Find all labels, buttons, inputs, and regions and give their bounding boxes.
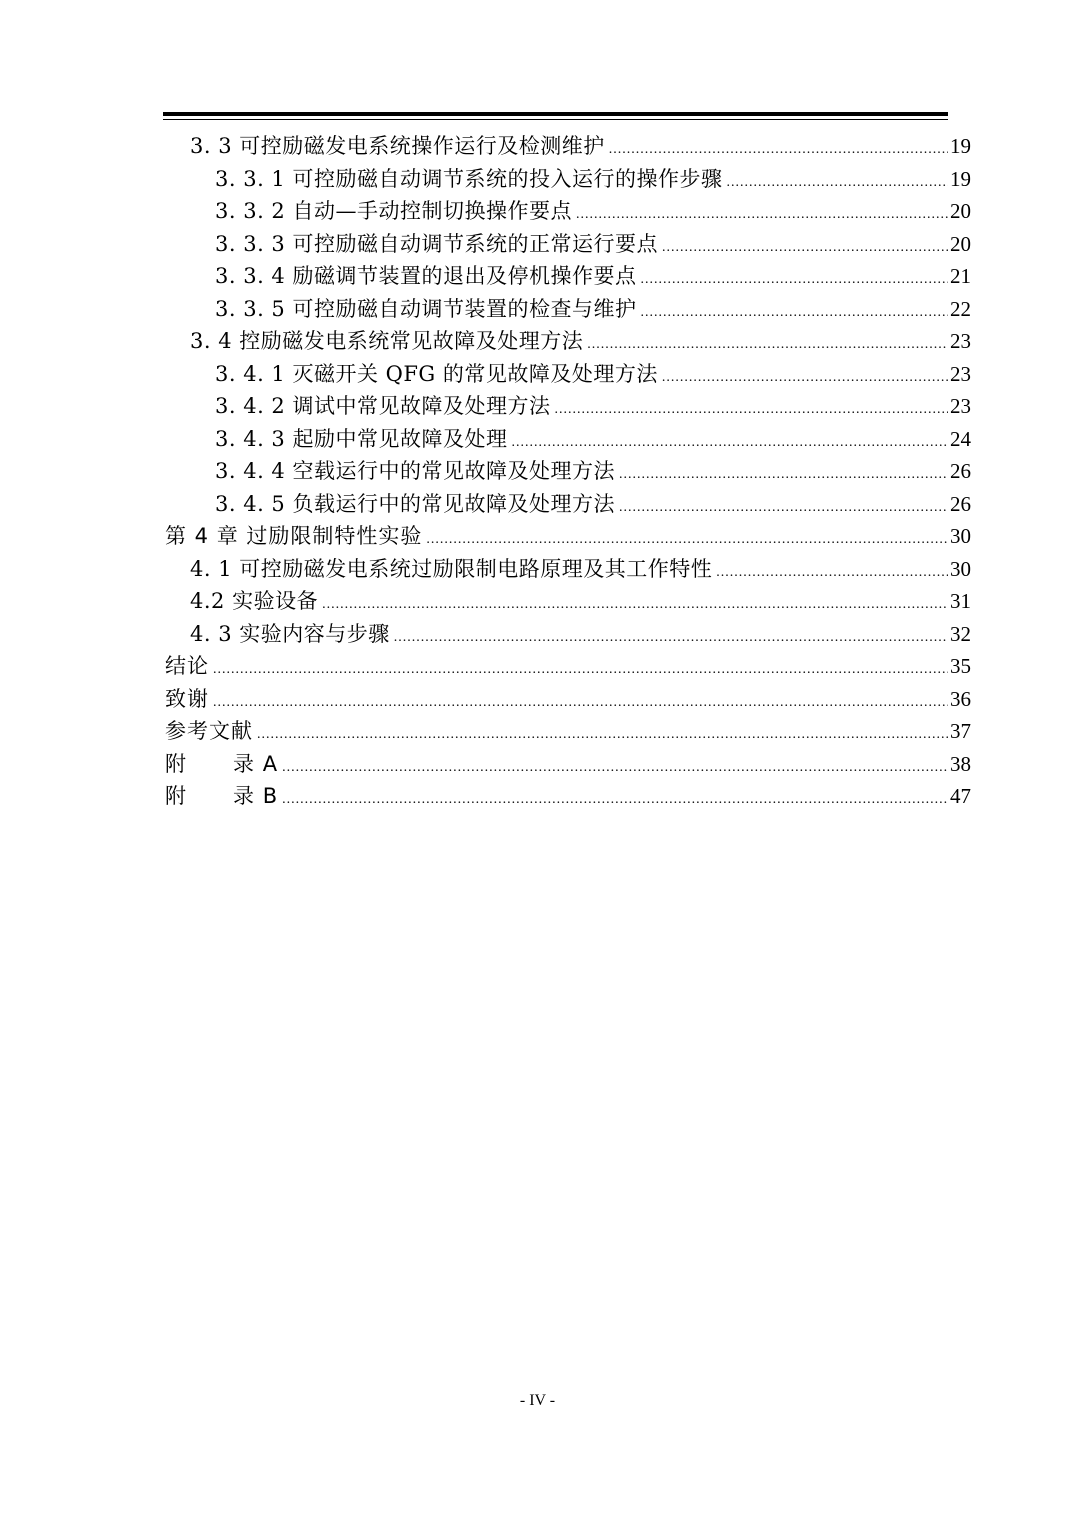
toc-entry-title: 致谢 (165, 686, 209, 711)
toc-page-number: 22 (950, 296, 971, 321)
dot-leader (554, 394, 948, 427)
toc-entry-title: 3. 4. 4 空载运行中的常见故障及处理方法 (215, 459, 615, 483)
toc-entry-title: 3. 4. 3 起励中常见故障及处理 (215, 426, 508, 451)
toc-entry[interactable] (165, 488, 971, 521)
toc-page-number: 36 (950, 686, 971, 711)
toc-page-number: 30 (950, 556, 971, 581)
toc-entry[interactable] (165, 553, 971, 586)
toc-page-number: 47 (950, 784, 971, 808)
toc-page-number: 20 (950, 199, 971, 223)
toc-page-number: 19 (950, 134, 971, 158)
dot-leader (662, 232, 948, 265)
toc-entry-title: 3. 4. 5 负载运行中的常见故障及处理方法 (215, 491, 615, 516)
page-number-footer: - IV - (519, 1392, 556, 1409)
toc-entry-title: 附 录 A (165, 751, 279, 776)
toc-page-number: 24 (950, 426, 971, 451)
toc-page-number: 35 (950, 654, 971, 678)
toc-entry[interactable] (165, 228, 971, 261)
header-rule (163, 112, 948, 116)
toc-entry[interactable] (165, 130, 971, 163)
toc-entry-title: 3. 4. 2 调试中常见故障及处理方法 (215, 394, 551, 418)
toc-entry[interactable] (165, 358, 971, 391)
toc-page-number: 31 (950, 589, 971, 613)
toc-entry[interactable] (165, 683, 971, 716)
toc-page-number: 26 (950, 459, 971, 483)
dot-leader (394, 622, 948, 655)
toc-entry-title: 4.2 实验设备 (190, 589, 319, 613)
toc-entry[interactable] (165, 585, 971, 618)
toc-entry-title: 3. 3. 3 可控励磁自动调节系统的正常运行要点 (215, 231, 658, 256)
toc-entry-title: 3. 3 可控励磁发电系统操作运行及检测维护 (190, 134, 605, 158)
toc-entry-title: 3. 3. 4 励磁调节装置的退出及停机操作要点 (215, 264, 637, 288)
toc-entry[interactable] (165, 748, 971, 781)
toc-entry[interactable] (165, 390, 971, 423)
dot-leader (662, 362, 948, 395)
toc-page-number: 37 (950, 719, 971, 743)
toc-entry[interactable] (165, 163, 971, 196)
toc-entry-title: 3. 4 控励磁发电系统常见故障及处理方法 (190, 329, 584, 353)
dot-leader (213, 654, 948, 687)
toc-entry[interactable] (165, 325, 971, 358)
toc-entry[interactable] (165, 650, 971, 683)
toc-entry[interactable] (165, 520, 971, 553)
dot-leader (640, 264, 948, 297)
toc-entry-title: 3. 3. 1 可控励磁自动调节系统的投入运行的操作步骤 (215, 166, 723, 191)
toc-entry-title: 附 录 B (165, 784, 279, 808)
toc-page-number: 21 (950, 264, 971, 288)
dot-leader (619, 459, 948, 492)
toc-entry-title: 结论 (165, 654, 209, 678)
toc-entry-title: 3. 3. 2 自动—手动控制切换操作要点 (215, 199, 572, 223)
toc-page-number: 23 (950, 361, 971, 386)
dot-leader (213, 687, 948, 720)
toc-page-number: 38 (950, 751, 971, 776)
toc-entry[interactable] (165, 195, 971, 228)
toc-entry[interactable] (165, 715, 971, 748)
dot-leader (726, 167, 948, 200)
toc-entry-title: 4. 3 实验内容与步骤 (190, 621, 390, 646)
dot-leader (282, 784, 948, 817)
dot-leader (257, 719, 948, 752)
toc-page-number: 32 (950, 621, 971, 646)
toc-entry-title: 4. 1 可控励磁发电系统过励限制电路原理及其工作特性 (190, 556, 713, 581)
toc-entry[interactable] (165, 780, 971, 813)
toc-page-number: 19 (950, 166, 971, 191)
toc-entry[interactable] (165, 293, 971, 326)
dot-leader (716, 557, 948, 590)
dot-leader (322, 589, 948, 622)
toc-page-number: 30 (950, 524, 971, 548)
toc-entry[interactable] (165, 455, 971, 488)
toc-entry-title: 3. 4. 1 灭磁开关 QFG 的常见故障及处理方法 (215, 361, 658, 386)
toc-entry[interactable] (165, 423, 971, 456)
dot-leader (282, 752, 948, 785)
toc-entry-title: 参考文献 (165, 719, 253, 743)
toc-entry[interactable] (165, 260, 971, 293)
toc-page-number: 20 (950, 231, 971, 256)
table-of-contents (165, 130, 971, 813)
toc-entry-title: 3. 3. 5 可控励磁自动调节装置的检查与维护 (215, 296, 637, 321)
toc-entry[interactable] (165, 618, 971, 651)
toc-page-number: 23 (950, 394, 971, 418)
toc-entry-title: 第 4 章 过励限制特性实验 (165, 524, 423, 548)
header-rule-thin (163, 119, 948, 120)
toc-page-number: 26 (950, 491, 971, 516)
dot-leader (619, 492, 948, 525)
toc-page-number: 23 (950, 329, 971, 353)
dot-leader (640, 297, 948, 330)
